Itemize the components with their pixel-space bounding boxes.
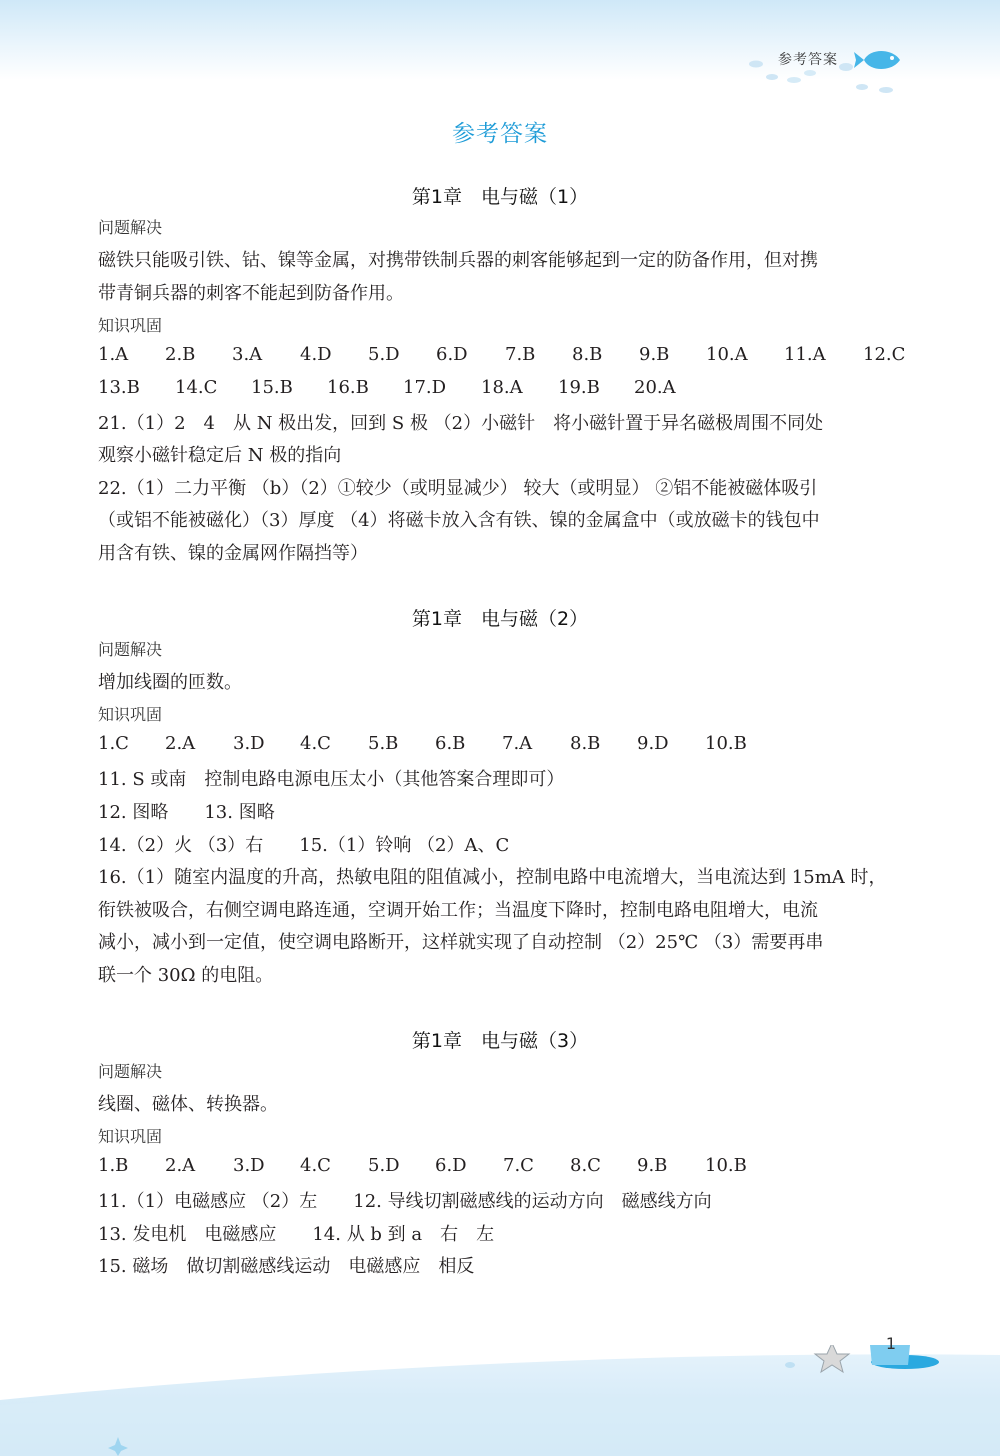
- answer-item: 9.D: [637, 733, 669, 754]
- answer-line: 13. 发电机 电磁感应 14. 从 b 到 a 右 左: [98, 1224, 495, 1245]
- answer-item: 19.B: [558, 377, 600, 398]
- page-number: 1: [885, 1334, 897, 1353]
- answer-item: 12.C: [863, 344, 906, 365]
- section-title-3: 第1章 电与磁（3）: [411, 1030, 589, 1052]
- answer-item: 11.A: [784, 344, 826, 365]
- answer-item: 6.B: [435, 733, 466, 754]
- answer-line: 衔铁被吸合，右侧空调电路连通，空调开始工作；当温度下降时，控制电路电阻增大，电流: [98, 900, 818, 921]
- answer-line: 减小，减小到一定值，使空调电路断开，这样就实现了自动控制 （2）25℃ （3）需要再串: [98, 932, 824, 953]
- fish-bubbles-decoration: [746, 40, 916, 100]
- answer-item: 9.B: [637, 1155, 668, 1176]
- answer-line: 12. 图略 13. 图略: [98, 802, 275, 823]
- answer-line: 22.（1）二力平衡 （b）（2）①较少（或明显减少） 较大（或明显） ②铝不能被磁体吸引: [98, 478, 818, 499]
- answers-row: [98, 733, 908, 757]
- answer-item: 7.B: [505, 344, 536, 365]
- answer-item: 3.A: [232, 344, 263, 365]
- label-knowledge-3: 知识巩固: [98, 1127, 163, 1146]
- answer-item: 7.C: [503, 1155, 534, 1176]
- answer-item: 5.B: [368, 733, 399, 754]
- answer-item: 10.B: [705, 733, 747, 754]
- answer-item: 8.B: [572, 344, 603, 365]
- answer-item: 5.D: [368, 1155, 400, 1176]
- answers-row: [98, 377, 908, 401]
- problem-line: 磁铁只能吸引铁、钴、镍等金属，对携带铁制兵器的刺客能够起到一定的防备作用，但对携: [98, 250, 818, 271]
- answer-line: 11. S 或南 控制电路电源电压太小（其他答案合理即可）: [98, 769, 565, 790]
- section-title-1: 第1章 电与磁（1）: [411, 186, 589, 208]
- answer-item: 6.D: [436, 344, 468, 365]
- answer-item: 6.D: [435, 1155, 467, 1176]
- answer-item: 10.B: [705, 1155, 747, 1176]
- problem-line: 带青铜兵器的刺客不能起到防备作用。: [98, 283, 404, 304]
- label-knowledge-1: 知识巩固: [98, 316, 163, 335]
- answer-line: 21.（1）2 4 从 N 极出发，回到 S 极 （2）小磁针 将小磁针置于异名磁极周围不同处: [98, 413, 824, 434]
- answer-line: （或铝不能被磁化）（3）厚度 （4）将磁卡放入含有铁、镍的金属盒中（或放磁卡的钱包中: [98, 510, 820, 531]
- answer-line: 11.（1）电磁感应 （2）左 12. 导线切割磁感线的运动方向 磁感线方向: [98, 1191, 712, 1212]
- answer-item: 16.B: [327, 377, 369, 398]
- answers-row: [98, 344, 908, 368]
- answer-item: 5.D: [368, 344, 400, 365]
- answer-item: 20.A: [634, 377, 676, 398]
- answer-item: 14.C: [175, 377, 218, 398]
- section-title-2: 第1章 电与磁（2）: [411, 608, 589, 630]
- answer-line: 15. 磁场 做切割磁感线运动 电磁感应 相反: [98, 1256, 475, 1277]
- problem-line: 线圈、磁体、转换器。: [98, 1094, 278, 1115]
- answer-item: 2.A: [165, 1155, 196, 1176]
- answer-item: 4.C: [300, 1155, 331, 1176]
- answer-line: 用含有铁、镍的金属网作隔挡等）: [98, 543, 368, 564]
- label-problem-1: 问题解决: [98, 218, 163, 237]
- answer-item: 10.A: [706, 344, 748, 365]
- answer-item: 2.B: [165, 344, 196, 365]
- footer-wave-decoration: [0, 1345, 1000, 1456]
- answer-item: 1.B: [98, 1155, 129, 1176]
- problem-line: 增加线圈的匝数。: [98, 672, 242, 693]
- answer-item: 2.A: [165, 733, 196, 754]
- answer-line: 16.（1）随室内温度的升高，热敏电阻的阻值减小，控制电路中电流增大，当电流达到 15mA 时，: [98, 867, 887, 888]
- answers-row: [98, 1155, 908, 1179]
- label-problem-2: 问题解决: [98, 640, 163, 659]
- answer-line: 观察小磁针稳定后 N 极的指向: [98, 445, 342, 466]
- header-tag: 参考答案: [778, 52, 838, 68]
- answer-item: 4.C: [300, 733, 331, 754]
- answer-item: 8.C: [570, 1155, 601, 1176]
- answer-item: 17.D: [403, 377, 447, 398]
- answer-line: 联一个 30Ω 的电阻。: [98, 965, 274, 986]
- answer-item: 15.B: [251, 377, 293, 398]
- answer-item: 3.D: [233, 733, 265, 754]
- answer-item: 8.B: [570, 733, 601, 754]
- answer-item: 18.A: [481, 377, 523, 398]
- answer-item: 3.D: [233, 1155, 265, 1176]
- answer-item: 1.A: [98, 344, 129, 365]
- answer-item: 13.B: [98, 377, 140, 398]
- answer-item: 1.C: [98, 733, 129, 754]
- page-title: 参考答案: [452, 121, 548, 147]
- answer-line: 14.（2）火 （3）右 15.（1）铃响 （2）A、C: [98, 835, 510, 856]
- answer-item: 4.D: [300, 344, 332, 365]
- label-problem-3: 问题解决: [98, 1062, 163, 1081]
- answer-item: 9.B: [639, 344, 670, 365]
- label-knowledge-2: 知识巩固: [98, 705, 163, 724]
- answer-item: 7.A: [502, 733, 533, 754]
